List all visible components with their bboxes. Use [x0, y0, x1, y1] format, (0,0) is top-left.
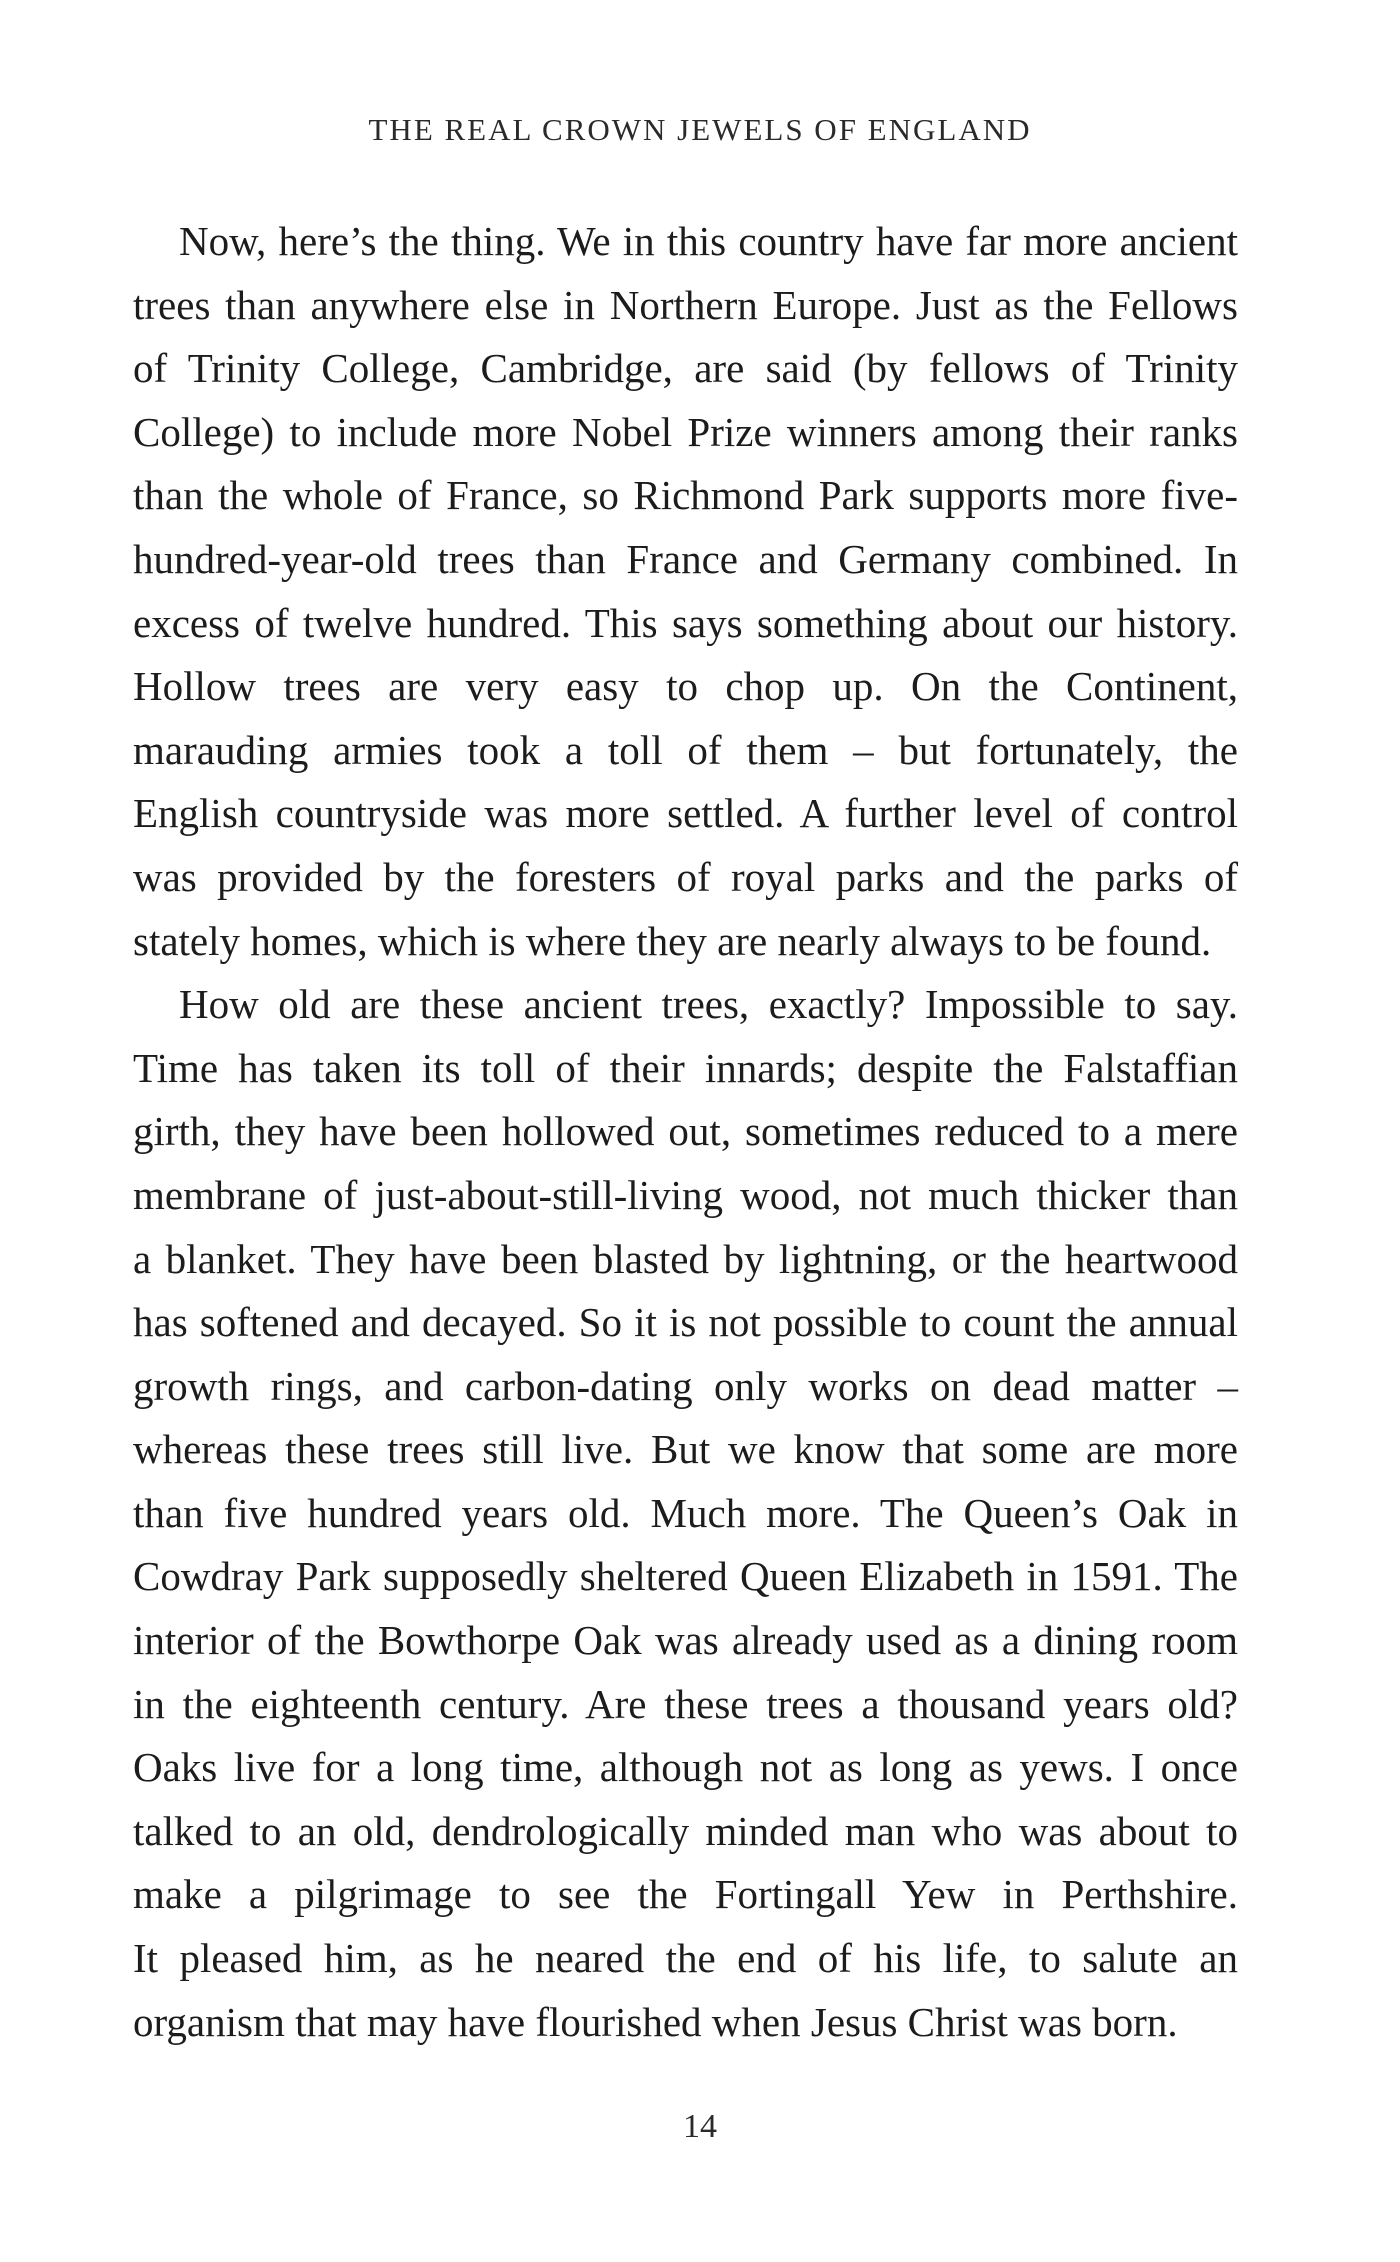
text-line: in the eighteenth century. Are these trees a thousand years old? — [133, 1680, 1238, 1727]
text-line: talked to an old, dendrologically minded man who was about to — [133, 1807, 1238, 1854]
text-line: stately homes, which is where they are nearly always to be found. — [133, 917, 1212, 964]
text-line: trees than anywhere else in Northern Europe. Just as the Fellows — [133, 281, 1238, 328]
text-line: than the whole of France, so Richmond Park supports more five- — [133, 472, 1238, 519]
text-line: It pleased him, as he neared the end of his life, to salute an — [133, 1935, 1238, 1982]
page-number: 14 — [683, 2108, 717, 2145]
text-line: interior of the Bowthorpe Oak was already used as a dining room — [133, 1617, 1238, 1664]
text-line: of Trinity College, Cambridge, are said (by fellows of Trinity — [133, 345, 1238, 392]
text-line: Oaks live for a long time, although not as long as yews. I once — [133, 1744, 1238, 1791]
text-line: College) to include more Nobel Prize winners among their ranks — [133, 408, 1238, 455]
text-line: whereas these trees still live. But we know that some are more — [133, 1426, 1238, 1473]
text-line: Time has taken its toll of their innards; despite the Falstaffian — [133, 1044, 1238, 1091]
text-line: Now, here’s the thing. We in this country have far more ancient — [179, 218, 1238, 264]
text-line: marauding armies took a toll of them – but fortunately, the — [133, 726, 1238, 773]
text-line: excess of twelve hundred. This says something about our history. — [133, 599, 1238, 646]
text-line: was provided by the foresters of royal parks and the parks of — [133, 853, 1238, 900]
running-head: THE REAL CROWN JEWELS OF ENGLAND — [368, 112, 1032, 147]
text-line: than five hundred years old. Much more. The Queen’s Oak in — [133, 1489, 1238, 1536]
text-line: How old are these ancient trees, exactly? Impossible to say. — [179, 981, 1238, 1028]
paragraph-1 — [133, 210, 1238, 973]
text-line: Cowdray Park supposedly sheltered Queen Elizabeth in 1591. The — [133, 1553, 1238, 1600]
text-line: Hollow trees are very easy to chop up. On the Continent, — [133, 663, 1238, 710]
text-line: girth, they have been hollowed out, sometimes reduced to a mere — [133, 1108, 1238, 1155]
text-line: hundred-year-old trees than France and Germany combined. In — [133, 535, 1238, 582]
text-line: organism that may have flourished when Jesus Christ was born. — [133, 1998, 1178, 2045]
text-line: membrane of just-about-still-living wood, not much thicker than — [133, 1171, 1238, 1218]
paragraph-2 — [133, 973, 1238, 2054]
text-line: growth rings, and carbon-dating only works on dead matter – — [133, 1362, 1238, 1409]
text-line: a blanket. They have been blasted by lightning, or the heartwood — [133, 1235, 1238, 1282]
text-line: has softened and decayed. So it is not possible to count the annual — [133, 1299, 1238, 1346]
text-line: make a pilgrimage to see the Fortingall Yew in Perthshire. — [133, 1871, 1238, 1918]
text-line: English countryside was more settled. A further level of control — [133, 790, 1238, 837]
body-text — [133, 210, 1238, 2054]
